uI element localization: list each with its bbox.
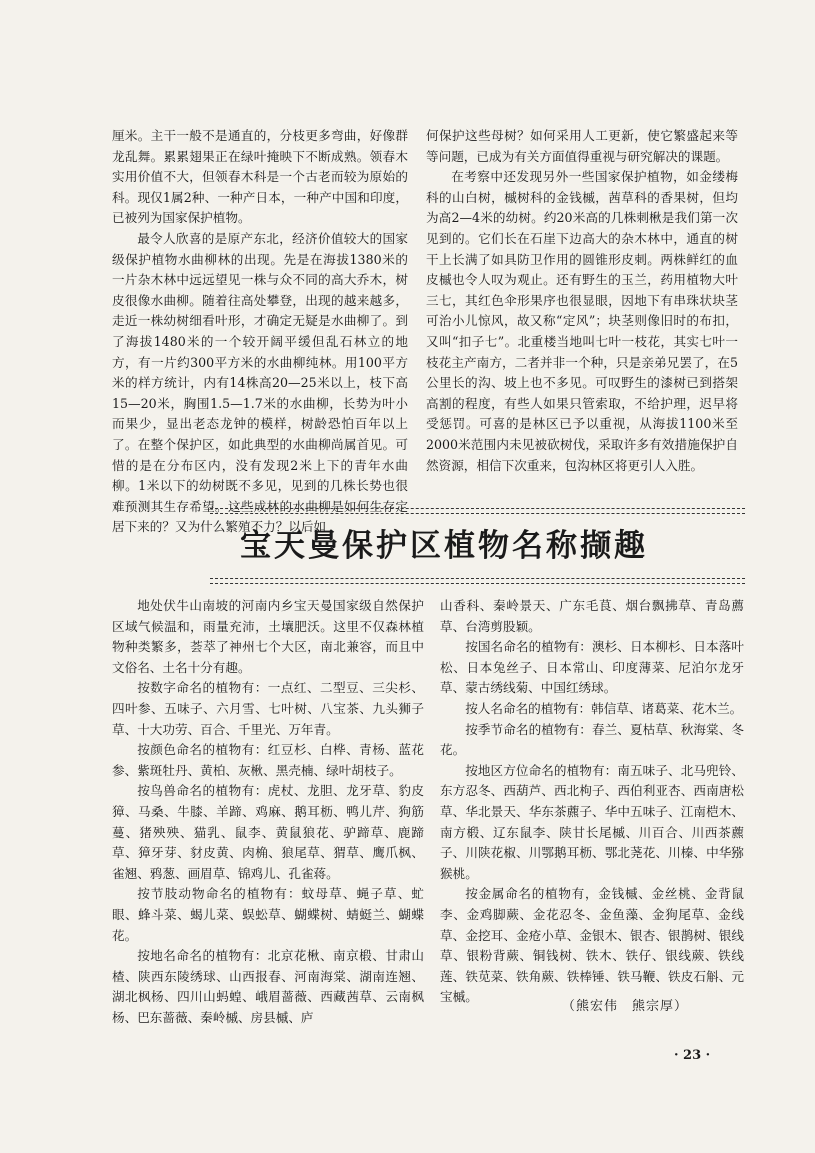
article-title: 宝天曼保护区植物名称撷趣 <box>240 528 648 564</box>
paragraph: 厘米。主干一般不是通直的，分枝更多弯曲，好像群龙乱舞。累累翅果正在绿叶掩映下不断成熟。领春木实用价值不大，但领春木科是一个古老而较为原始的科。现仅1属2种、一种产日本，一种产中国和印度，已被列为国家保护植物。 <box>112 128 408 226</box>
paragraph: 按国名命名的植物有：澳杉、日本柳杉、日本落叶松、日本兔丝子、日本常山、印度薄菜、尼泊尔龙牙草、蒙古绣线菊、中国红绣球。 <box>440 639 744 696</box>
paragraph: 山香科、秦岭景天、广东毛茛、烟台飘拂草、青岛薦草、台湾剪股颖。 <box>440 598 744 634</box>
paragraph: 按数字命名的植物有：一点红、二型豆、三尖杉、四叶参、五味子、六月雪、七叶树、八宝茶、九头狮子草、十大功劳、百合、千里光、万年青。 <box>112 680 424 737</box>
paragraph: 按地区方位命名的植物有：南五味子、北马兜铃、东方忍冬、西葫芦、西北枸子、西伯利亚杏、西南唐松草、华北景天、华东茶藨子、华中五味子、江南桤木、南方椴、辽东鼠李、陕甘长尾槭、川百合、川西茶藨子、川陕花椒、川鄂鹅耳枥、鄂北荛花、川榛、中华猕猴桃。 <box>440 762 744 881</box>
paragraph: 何保护这些母树？如何采用人工更新，使它繁盛起来等等问题，已成为有关方面值得重视与研究解决的课题。 <box>426 128 738 164</box>
previous-article-left-column <box>112 126 408 538</box>
title-rule-bottom <box>210 578 745 584</box>
title-rule-top <box>210 508 745 514</box>
paragraph: 按人名命名的植物有：韩信草、诸葛菜、花木兰。 <box>465 700 743 716</box>
paragraph: 按节肢动物命名的植物有：蚊母草、蝇子草、虻眼、蜂斗菜、蝎儿菜、蜈蚣草、蝴蝶树、蜻蜓兰、蝴蝶花。 <box>112 886 424 943</box>
paragraph: 按鸟兽命名的植物有：虎杖、龙胆、龙牙草、豹皮獐、马桑、牛膝、羊蹄、鸡麻、鹅耳枥、鸭儿芹、狗筋蔓、猪殃殃、猫乳、鼠李、黄鼠狼花、驴蹄草、鹿蹄草、獐牙芽、豺皮黄、肉桷、狼尾草、猬草、鹰爪枫、雀翘、鸦葱、画眉草、锦鸡儿、孔雀蒋。 <box>112 783 424 881</box>
paragraph: 按季节命名的植物有：春兰、夏枯草、秋海棠、冬花。 <box>440 721 744 758</box>
paragraph: 最令人欣喜的是原产东北，经济价值较大的国家级保护植物水曲柳林的出现。先是在海拔1380米的一片杂木林中远远望见一株与众不同的高大乔木，树皮很像水曲柳。随着往高处攀登，出现的越来越多，走近一株幼树细看叶形，才确定无疑是水曲柳了。到了海拔1480米的一个较开阔平缓但乱石林立的地方，有一片约300平方米的水曲柳纯林。用100平方米的样方统计，内有14株高20—25米以上，枝下高15—20米，胸围1.5—1.7米的水曲柳，长势为叶小而果少，显出老态龙钟的模样，树龄恐怕百年以上了。在整个保护区，如此典型的水曲柳尚属首见。可惜的是在分布区内，没有发现2米上下的青年水曲柳。1米以下的幼树既不多见，见到的几株长势也很难预测其生存希望。这些成林的水曲柳是如何生存定居下来的？又为什么繁殖不力？以后如 <box>112 230 408 535</box>
byline: （熊宏伟 熊宗厚） <box>562 999 689 1014</box>
page-number: · 23 · <box>674 1048 711 1063</box>
previous-article-right-column <box>426 126 738 476</box>
paragraph: 按地名命名的植物有：北京花楸、南京椴、甘肃山楂、陕西东陵绣球、山西报春、河南海棠、湖南连翘、湖北枫杨、四川山蚂蝗、峨眉蔷薇、西藏茜草、云南枫杨、巴东蔷薇、秦岭槭、房县槭、庐 <box>112 948 424 1025</box>
paragraph: 地处伏牛山南坡的河南内乡宝天曼国家级自然保护区域气候温和，雨量充沛，土壤肥沃。这里不仅森林植物种类繁多，荟萃了神州七个大区，南北兼容，而且中文俗名、土名十分有趣。 <box>112 598 424 675</box>
article-left-column <box>112 596 424 1028</box>
paragraph: 在考察中还发现另外一些国家保护植物，如金缕梅科的山白树，槭树科的金钱槭，茜草科的香果树，但均为高2—4米的幼树。约20米高的几株刺楸是我们第一次见到的。它们长在石崖下边高大的杂木林中，通直的树干上长满了如具防卫作用的圆锥形皮刺。两株鲜红的血皮槭也令人叹为观止。还有野生的玉兰，药用植物大叶三七，其红色伞形果序也很显眼，因地下有串珠状块茎可治小儿惊风，故又称“定风”；块茎则像旧时的布扣，又叫“扣子七”。北重楼当地叫七叶一枝花，其实七叶一枝花主产南方，二者并非一个种，只是亲弟兄罢了，在5公里长的沟、坡上也不多见。可叹野生的漆树已到搭架高割的程度，有些人如果只管索取，不给护理，迟早将受惩罚。可喜的是林区已予以重视，从海拔1100米至2000米范围内未见被砍树伐，采取许多有效措施保护自然资源，相信下次重来，包沟林区将更引人入胜。 <box>426 169 738 473</box>
paragraph: 按金属命名的植物有，金钱槭、金丝桃、金背鼠李、金鸡脚蕨、金花忍冬、金鱼藻、金狗尾草、金线草、金挖耳、金疮小草、金银木、银杏、银鹊树、银线草、银粉背蕨、铜钱树、铁木、铁仔、银线蕨、铁线莲、铁苋菜、铁角蕨、铁棒锤、铁马鞭、铁皮石斛、元宝槭。 <box>440 886 744 1005</box>
paragraph: 按颜色命名的植物有：红豆杉、白桦、青杨、蓝花参、紫斑牡丹、黄柏、灰楸、黑壳楠、绿叶胡枝子。 <box>112 742 424 778</box>
article-right-column <box>440 596 744 1008</box>
